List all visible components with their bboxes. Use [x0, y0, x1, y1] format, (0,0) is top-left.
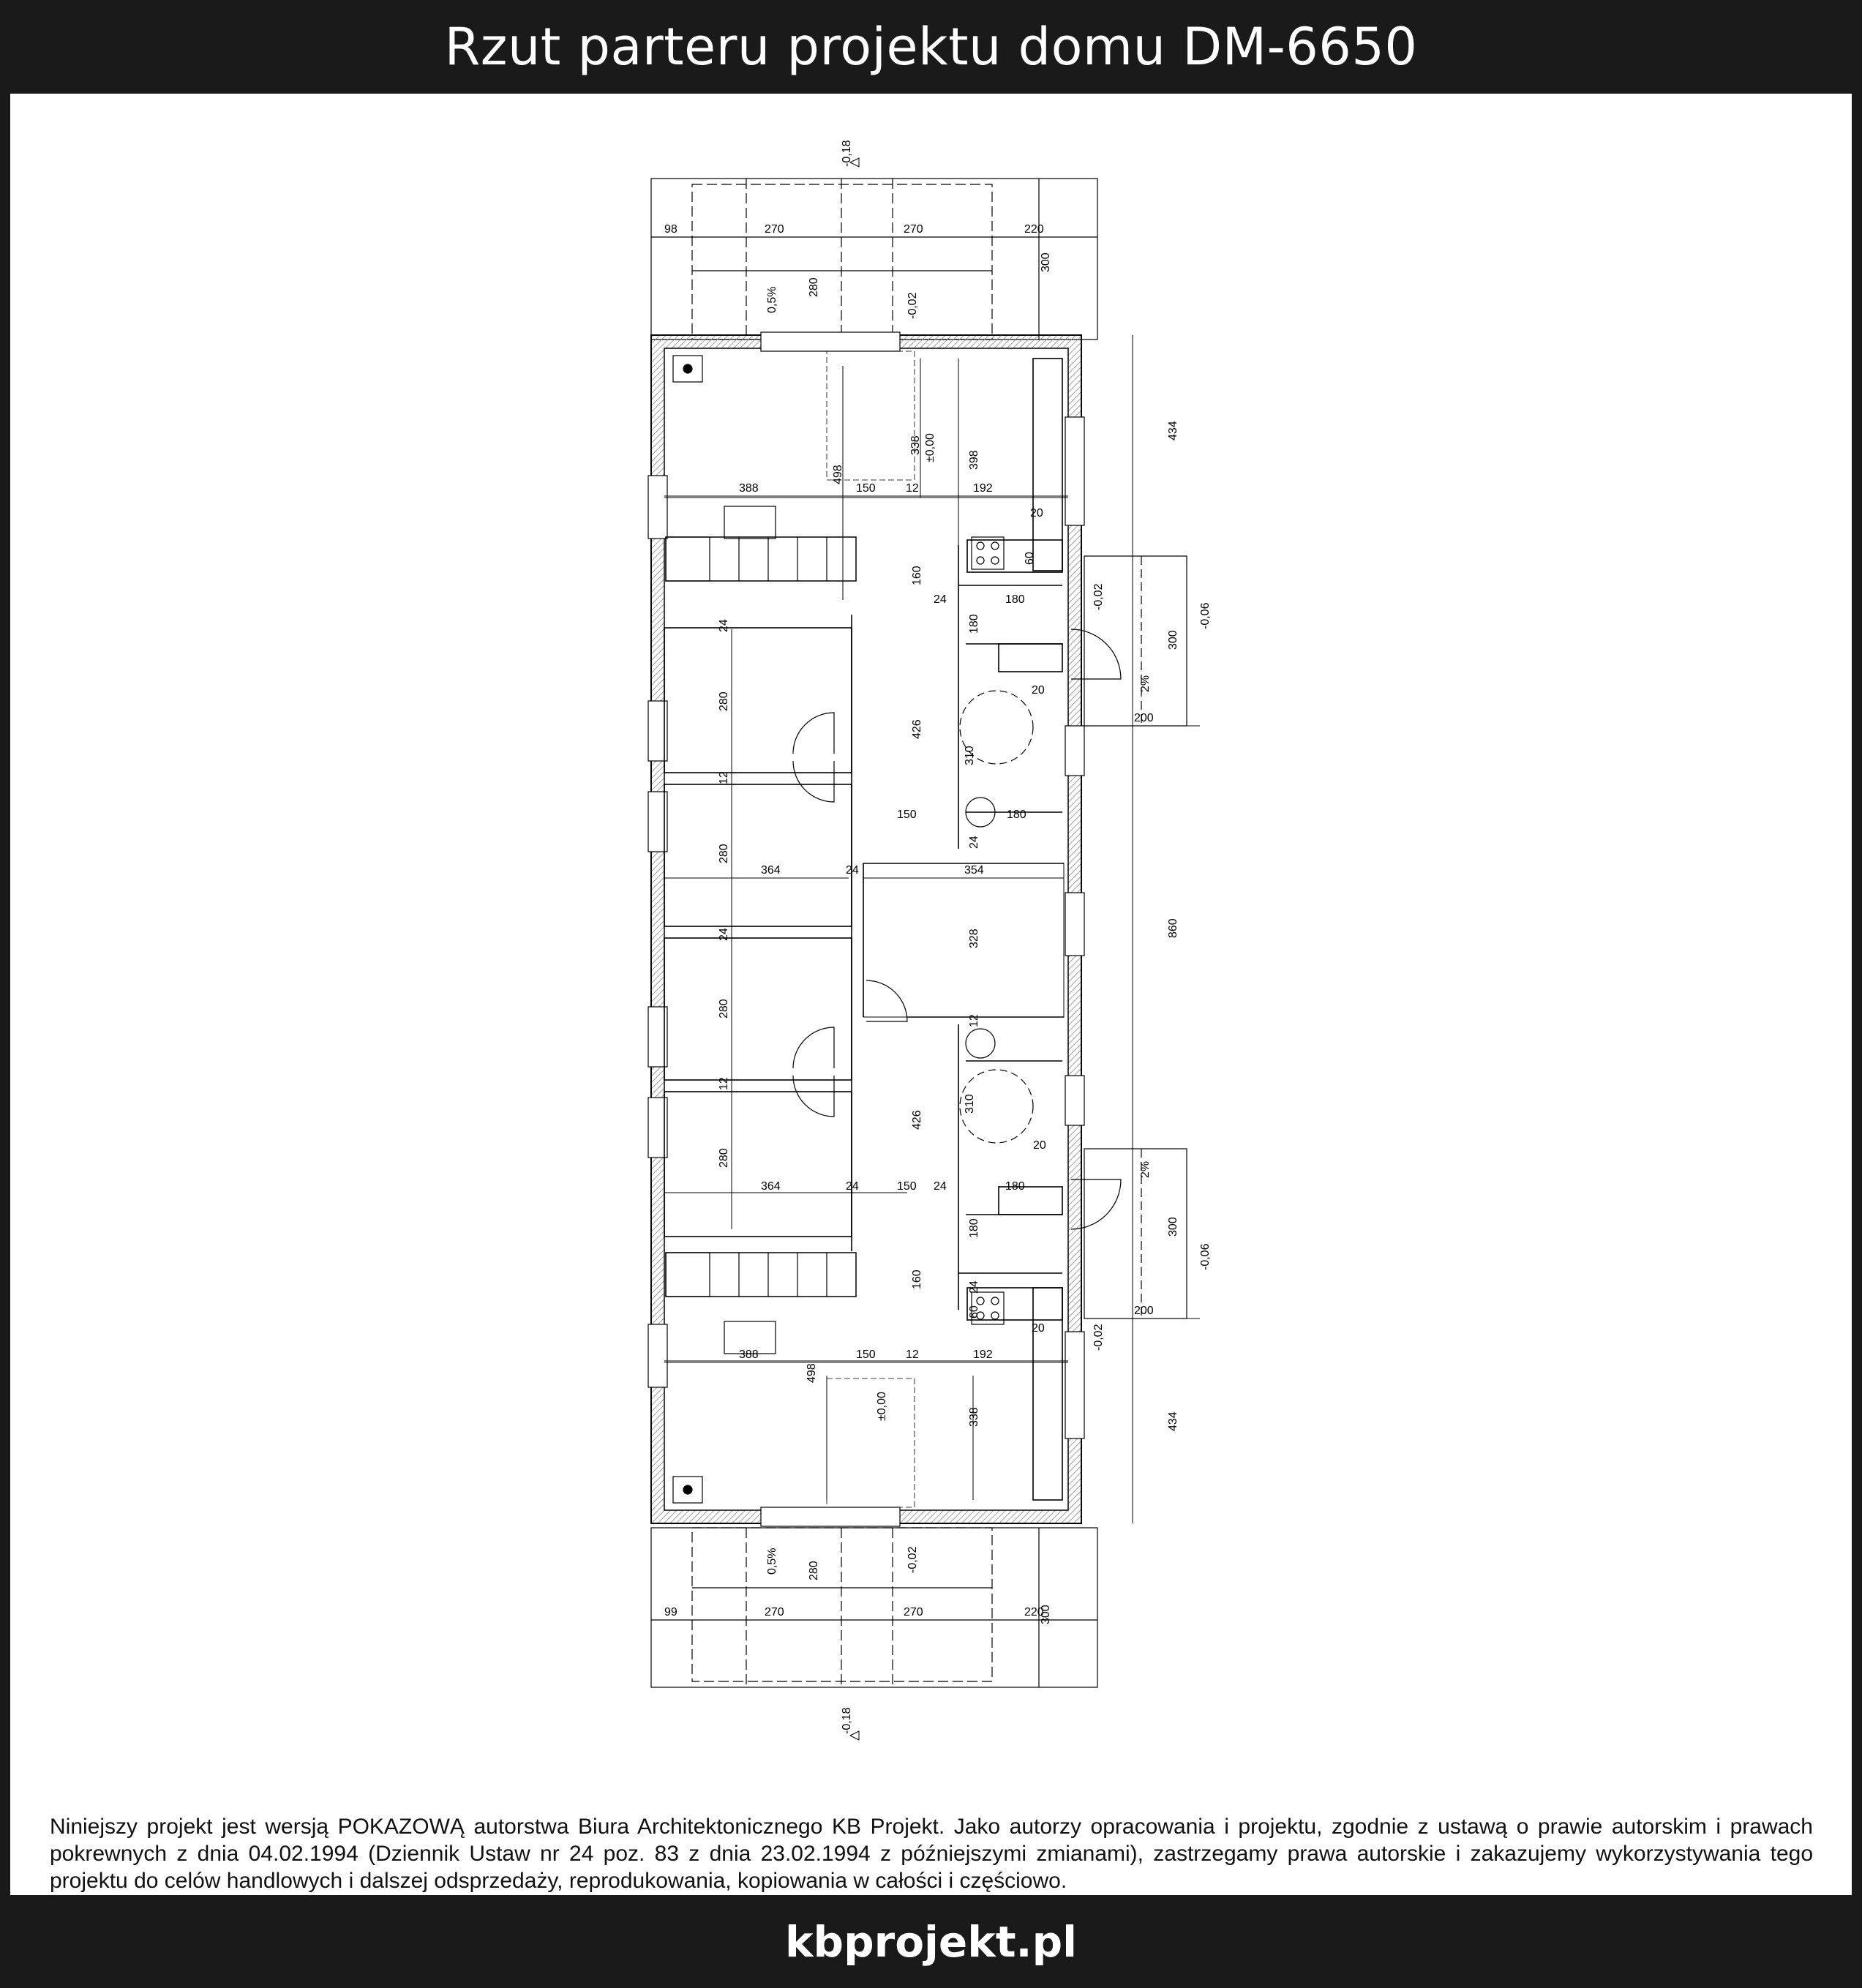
dim-o-200b: 200 [1134, 1305, 1154, 1317]
dim-o-434b: 434 [1167, 1411, 1179, 1431]
dim-r-280d: 280 [718, 1148, 730, 1168]
dim-r-12b: 12 [718, 1077, 730, 1090]
dim-k-12: 12 [906, 482, 919, 495]
dim-r-328: 328 [968, 929, 980, 948]
dim-r-24d: 24 [846, 1180, 859, 1193]
dim-h-310: 310 [964, 746, 976, 765]
level-floor-top: ±0,00 [924, 433, 936, 462]
dim-r-364b: 364 [761, 1180, 781, 1193]
dim-270a: 270 [765, 223, 784, 236]
dim-r-24b: 24 [718, 928, 730, 941]
level-entry-top: -0,02 [906, 292, 919, 319]
dim-k2-388: 388 [739, 1349, 759, 1361]
dim-k-338: 338 [909, 435, 922, 455]
dim-k-388: 388 [739, 482, 759, 495]
dim-h-426: 426 [911, 719, 923, 739]
slope-terrace-top: 0,5% [766, 286, 778, 313]
dim-r-354: 354 [964, 864, 984, 877]
level-floor-bottom: ±0,00 [876, 1392, 888, 1421]
dim-k-20: 20 [1030, 507, 1043, 519]
dim-h-24b: 24 [968, 836, 980, 849]
dim-k2-60: 60 [968, 1305, 980, 1319]
dim-98: 98 [664, 223, 677, 236]
dim-h2-310: 310 [964, 1094, 976, 1114]
dim-h2-24: 24 [934, 1180, 947, 1193]
level-ramp-top: -0,06 [1199, 602, 1212, 629]
level-terrace-top: -0,18 [841, 140, 853, 167]
dim-r-12a: 12 [718, 771, 730, 784]
dim-270b-bottom: 270 [904, 1606, 923, 1618]
dim-k2-12: 12 [906, 1349, 919, 1361]
level-entry-bottom: -0,02 [906, 1546, 919, 1573]
dim-270b: 270 [904, 223, 923, 236]
page-title: Rzut parteru projektu domu DM-6650 [444, 17, 1418, 77]
dim-k2-192: 192 [973, 1349, 993, 1361]
dim-300-bottom: 300 [1040, 1605, 1052, 1624]
dim-220: 220 [1024, 223, 1044, 236]
dim-h2-160: 160 [911, 1269, 923, 1289]
dim-r-24a: 24 [718, 619, 730, 632]
copyright-disclaimer: Niniejszy projekt jest wersją POKAZOWĄ autorstwa Biura Architektonicznego KB Projekt. Jako autorzy opracowania i projektu, zgodnie z ustawą o prawie autorskim i prawach pokrewnych z dnia 04.02.1994 (Dziennik Ustaw nr 24 poz. 83 z dnia 23.02.1994 z późniejszymi zmianami), zastrzegamy prawa autorskie i zakazujemy wykorzystywania tego projektu do celów handlowych i dalszej odsprzedaży, reprodukowania, kopiowania w całości i częściowo. [50, 1815, 1813, 1893]
dim-k-150: 150 [856, 482, 876, 495]
slope-ramp-bottom: 2% [1139, 1160, 1152, 1178]
dim-h-160: 160 [911, 566, 923, 585]
dim-r-280b: 280 [718, 844, 730, 863]
dim-h-20: 20 [1032, 684, 1045, 697]
dim-h2-20: 20 [1033, 1139, 1046, 1152]
dim-k2-20: 20 [1032, 1322, 1045, 1335]
dim-99: 99 [664, 1606, 677, 1618]
exterior-walls [651, 335, 1081, 1523]
dim-h2-426: 426 [911, 1110, 923, 1130]
dim-h-24: 24 [934, 593, 947, 606]
dim-220-bottom: 220 [1024, 1606, 1044, 1618]
floor-plan-drawing [629, 117, 1258, 1778]
dim-280-bottom: 280 [808, 1561, 820, 1580]
dim-300-top: 300 [1040, 252, 1052, 272]
slope-terrace-bottom: 0,5% [766, 1548, 778, 1575]
dim-k-498: 498 [832, 465, 844, 484]
dim-r-24c: 24 [846, 864, 859, 877]
dim-r-12c: 12 [968, 1014, 980, 1027]
slope-ramp-top: 2% [1139, 675, 1152, 692]
dim-h2-24b: 24 [968, 1280, 980, 1294]
dim-h-150: 150 [897, 809, 917, 821]
dim-h2-180: 180 [1005, 1180, 1025, 1193]
dim-r-280c: 280 [718, 999, 730, 1019]
dim-h2-150: 150 [897, 1180, 917, 1193]
dim-o-434a: 434 [1167, 421, 1179, 440]
level-side-entry-top: -0,02 [1092, 583, 1105, 610]
floor-plan [629, 117, 1258, 1778]
dim-k2-150: 150 [856, 1349, 876, 1361]
terrace-top [651, 179, 1097, 340]
level-side-entry-bottom: -0,02 [1092, 1324, 1105, 1351]
dim-o-300a: 300 [1167, 630, 1179, 650]
level-ramp-bottom: -0,06 [1199, 1243, 1212, 1270]
dim-270a-bottom: 270 [765, 1606, 784, 1618]
dim-r-280a: 280 [718, 691, 730, 711]
dim-o-200a: 200 [1134, 712, 1154, 724]
dim-r-364a: 364 [761, 864, 781, 877]
dim-k-60: 60 [1024, 552, 1036, 565]
header-band [0, 0, 1862, 94]
dim-o-860: 860 [1167, 918, 1179, 938]
dim-h-180b: 180 [1007, 809, 1026, 821]
dim-k-398: 398 [968, 450, 980, 470]
dim-280-top: 280 [808, 277, 820, 297]
dim-h-180v: 180 [968, 614, 980, 634]
footer-band [0, 1895, 1862, 1988]
dim-k-192: 192 [973, 482, 993, 495]
dim-h2-180v: 180 [968, 1218, 980, 1238]
dim-k2-338: 338 [968, 1407, 980, 1427]
dim-h-180: 180 [1005, 593, 1025, 606]
level-terrace-bottom: -0,18 [841, 1707, 853, 1734]
dim-k2-498: 498 [806, 1363, 818, 1383]
brand-link[interactable]: kbprojekt.pl [784, 1916, 1077, 1967]
dim-o-300b: 300 [1167, 1217, 1179, 1237]
